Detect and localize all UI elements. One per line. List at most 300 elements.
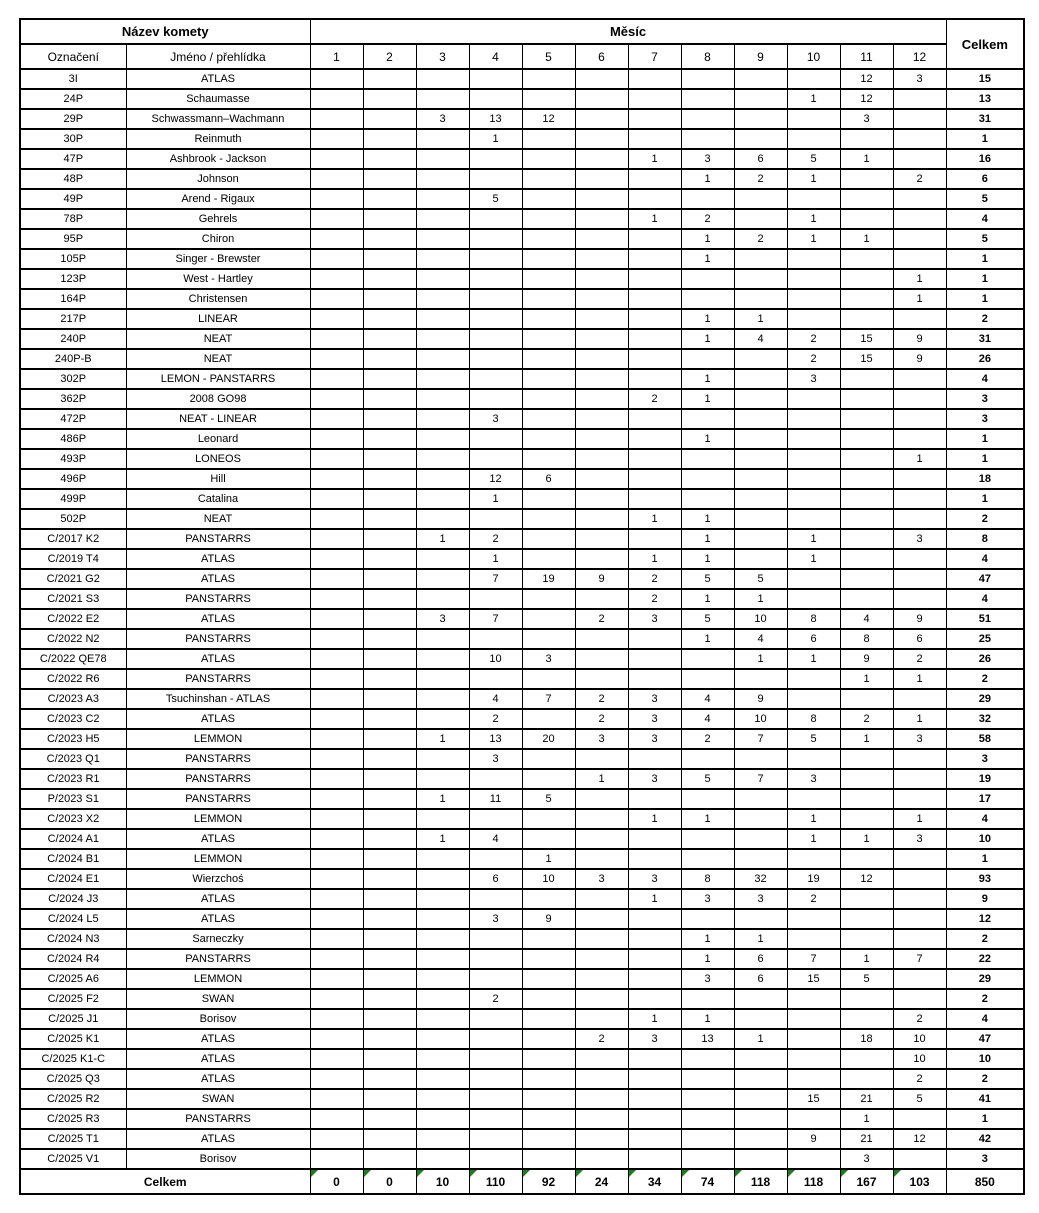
designation-cell: 47P [20,149,126,169]
month-value-cell: 1 [893,709,946,729]
month-value-cell [363,489,416,509]
month-value-cell: 15 [840,349,893,369]
table-row [20,669,1024,689]
month-value-cell [310,869,363,889]
row-total-cell: 47 [946,1029,1024,1049]
table-row [20,909,1024,929]
month-value-cell [575,1089,628,1109]
month-value-cell: 6 [522,469,575,489]
month-value-cell [628,469,681,489]
month-value-cell: 9 [734,689,787,709]
month-value-cell: 3 [628,689,681,709]
row-total-cell: 3 [946,389,1024,409]
month-value-cell [469,369,522,389]
row-total-cell: 1 [946,489,1024,509]
month-value-cell [416,709,469,729]
row-total-cell: 47 [946,569,1024,589]
month-value-cell [522,969,575,989]
month-value-cell [787,669,840,689]
table-row [20,209,1024,229]
month-value-cell [787,1069,840,1089]
month-value-cell: 4 [734,629,787,649]
month-value-cell [522,829,575,849]
month-value-cell [787,569,840,589]
month-value-cell [734,809,787,829]
month-value-cell [734,1109,787,1129]
month-value-cell [893,249,946,269]
comet-name-cell: Ashbrook - Jackson [126,149,310,169]
month-value-cell [416,249,469,269]
month-value-cell [734,549,787,569]
table-row [20,1129,1024,1149]
month-value-cell [575,929,628,949]
comet-name-cell: Schaumasse [126,89,310,109]
month-value-cell: 3 [840,109,893,129]
month-value-cell [310,789,363,809]
month-value-cell [522,149,575,169]
row-total-cell: 1 [946,449,1024,469]
month-value-cell: 5 [734,569,787,589]
month-value-cell [787,409,840,429]
month-value-cell [734,829,787,849]
row-total-cell: 1 [946,429,1024,449]
month-value-cell [575,149,628,169]
designation-cell: C/2024 J3 [20,889,126,909]
comet-name-cell: Hill [126,469,310,489]
header-total: Celkem [946,19,1024,69]
month-value-cell [734,749,787,769]
month-value-cell [469,149,522,169]
month-value-cell [734,369,787,389]
month-value-cell [522,1129,575,1149]
designation-cell: C/2025 J1 [20,1009,126,1029]
table-row [20,89,1024,109]
month-value-cell [840,249,893,269]
month-value-cell [310,1029,363,1049]
header-month-1: 1 [310,44,363,69]
month-value-cell [469,69,522,89]
month-value-cell [628,909,681,929]
designation-cell: C/2024 A1 [20,829,126,849]
designation-cell: 48P [20,169,126,189]
month-value-cell [363,769,416,789]
table-row [20,969,1024,989]
month-value-cell [416,329,469,349]
month-value-cell: 1 [522,849,575,869]
month-value-cell: 12 [522,109,575,129]
month-value-cell: 1 [416,529,469,549]
month-value-cell [840,209,893,229]
month-value-cell [575,989,628,1009]
month-value-cell [787,1049,840,1069]
month-value-cell [363,629,416,649]
month-value-cell [469,889,522,909]
month-value-cell [310,569,363,589]
table-row [20,589,1024,609]
header-month-11: 11 [840,44,893,69]
table-footer [20,1169,1024,1194]
month-value-cell [363,189,416,209]
row-total-cell: 4 [946,589,1024,609]
month-value-cell: 13 [681,1029,734,1049]
month-value-cell [363,469,416,489]
month-value-cell [522,669,575,689]
month-value-cell [628,409,681,429]
month-value-cell: 7 [734,769,787,789]
comet-name-cell: PANSTARRS [126,589,310,609]
month-value-cell [310,149,363,169]
month-value-cell [787,389,840,409]
month-value-cell [681,469,734,489]
month-value-cell [363,809,416,829]
month-value-cell [469,249,522,269]
month-value-cell [363,1009,416,1029]
designation-cell: 105P [20,249,126,269]
month-value-cell: 15 [840,329,893,349]
month-value-cell [363,529,416,549]
month-value-cell [734,269,787,289]
month-value-cell: 7 [522,689,575,709]
month-value-cell [522,69,575,89]
month-value-cell: 1 [787,649,840,669]
comet-name-cell: Catalina [126,489,310,509]
month-value-cell [681,129,734,149]
month-value-cell: 10 [469,649,522,669]
month-value-cell [681,349,734,369]
month-value-cell: 2 [893,1069,946,1089]
month-value-cell [363,929,416,949]
month-value-cell [681,69,734,89]
month-value-cell [681,669,734,689]
month-value-cell [310,849,363,869]
month-value-cell [893,1109,946,1129]
table-row [20,529,1024,549]
month-value-cell [787,1009,840,1029]
month-value-cell [893,509,946,529]
month-value-cell [681,1069,734,1089]
comet-name-cell: Gehrels [126,209,310,229]
month-value-cell: 1 [893,449,946,469]
month-value-cell [522,529,575,549]
designation-cell: C/2024 E1 [20,869,126,889]
month-value-cell [628,629,681,649]
month-value-cell [893,549,946,569]
month-value-cell [310,429,363,449]
month-value-cell [575,589,628,609]
month-value-cell [416,289,469,309]
month-value-cell: 1 [628,209,681,229]
month-value-cell [787,849,840,869]
month-value-cell [575,749,628,769]
month-value-cell: 10 [893,1029,946,1049]
designation-cell: C/2022 N2 [20,629,126,649]
month-value-cell [575,169,628,189]
month-value-cell [363,1049,416,1069]
totals-row [20,1169,1024,1194]
month-value-cell [734,349,787,369]
month-value-cell [734,1009,787,1029]
month-value-cell: 1 [416,729,469,749]
month-value-cell [363,509,416,529]
month-value-cell: 1 [575,769,628,789]
month-value-cell: 6 [734,949,787,969]
month-value-cell [363,949,416,969]
comet-observations-table [19,18,1025,1195]
month-value-cell: 12 [840,869,893,889]
table-row [20,1029,1024,1049]
table-row [20,449,1024,469]
month-value-cell [522,449,575,469]
month-value-cell [628,249,681,269]
table-row [20,749,1024,769]
month-value-cell: 9 [893,349,946,369]
month-value-cell [681,289,734,309]
month-value-cell: 5 [840,969,893,989]
month-value-cell [522,289,575,309]
month-value-cell: 1 [681,169,734,189]
month-value-cell: 7 [734,729,787,749]
table-row [20,889,1024,909]
month-value-cell [575,89,628,109]
month-value-cell [363,309,416,329]
designation-cell: 502P [20,509,126,529]
header-comet-name-group: Název komety [20,19,310,44]
month-value-cell [363,329,416,349]
row-total-cell: 15 [946,69,1024,89]
month-value-cell [628,129,681,149]
table-row [20,129,1024,149]
month-value-cell [363,589,416,609]
month-value-cell: 15 [787,969,840,989]
month-value-cell [522,1149,575,1169]
month-value-cell [416,549,469,569]
month-value-cell [310,1149,363,1169]
table-row [20,789,1024,809]
month-value-cell [522,509,575,529]
month-value-cell: 11 [469,789,522,809]
month-value-cell [469,349,522,369]
month-value-cell: 7 [469,569,522,589]
footer-month-total-cell: 0 [310,1169,363,1194]
month-value-cell [522,889,575,909]
month-value-cell [840,749,893,769]
month-value-cell: 1 [734,649,787,669]
month-value-cell [840,309,893,329]
table-row [20,769,1024,789]
month-value-cell [469,169,522,189]
month-value-cell [681,649,734,669]
month-value-cell: 9 [893,329,946,349]
month-value-cell [575,949,628,969]
row-total-cell: 4 [946,549,1024,569]
month-value-cell [310,1009,363,1029]
month-value-cell [310,549,363,569]
month-value-cell [840,489,893,509]
month-value-cell: 3 [787,769,840,789]
row-total-cell: 2 [946,509,1024,529]
month-value-cell [681,909,734,929]
month-value-cell [893,149,946,169]
comet-name-cell: PANSTARRS [126,529,310,549]
row-total-cell: 29 [946,969,1024,989]
month-value-cell [310,309,363,329]
month-value-cell [310,1049,363,1069]
month-value-cell [310,349,363,369]
month-value-cell [363,449,416,469]
month-value-cell [628,1109,681,1129]
month-value-cell: 3 [628,709,681,729]
month-value-cell [628,189,681,209]
month-value-cell: 4 [681,689,734,709]
month-value-cell [575,549,628,569]
month-value-cell: 13 [469,109,522,129]
month-value-cell [416,989,469,1009]
row-total-cell: 31 [946,329,1024,349]
month-value-cell [893,689,946,709]
designation-cell: C/2023 X2 [20,809,126,829]
designation-cell: C/2025 K1 [20,1029,126,1049]
month-value-cell [893,89,946,109]
month-value-cell: 5 [681,609,734,629]
month-value-cell: 1 [734,1029,787,1049]
month-value-cell [840,189,893,209]
row-total-cell: 26 [946,349,1024,369]
month-value-cell [575,969,628,989]
month-value-cell [363,649,416,669]
footer-month-total-cell: 118 [734,1169,787,1194]
month-value-cell [628,309,681,329]
header-designation: Označení [20,44,126,69]
designation-cell: C/2019 T4 [20,549,126,569]
month-value-cell [787,489,840,509]
month-value-cell [575,389,628,409]
month-value-cell [363,389,416,409]
month-value-cell: 1 [681,629,734,649]
row-total-cell: 4 [946,369,1024,389]
month-value-cell [628,969,681,989]
month-value-cell: 8 [787,709,840,729]
month-value-cell: 1 [840,729,893,749]
month-value-cell: 9 [893,609,946,629]
table-row [20,709,1024,729]
month-value-cell [416,869,469,889]
month-value-cell [628,1089,681,1109]
month-value-cell [522,489,575,509]
month-value-cell [310,229,363,249]
row-total-cell: 1 [946,249,1024,269]
table-row [20,309,1024,329]
month-value-cell [416,389,469,409]
month-value-cell [893,109,946,129]
month-value-cell [363,249,416,269]
month-value-cell [575,449,628,469]
month-value-cell [628,1049,681,1069]
month-value-cell [734,1129,787,1149]
month-value-cell [469,1129,522,1149]
month-value-cell [416,1049,469,1069]
comet-name-cell: Borisov [126,1009,310,1029]
month-value-cell [787,189,840,209]
month-value-cell [363,1089,416,1109]
designation-cell: C/2023 C2 [20,709,126,729]
month-value-cell: 3 [628,609,681,629]
header-month-12: 12 [893,44,946,69]
row-total-cell: 2 [946,989,1024,1009]
month-value-cell: 1 [734,589,787,609]
month-value-cell: 3 [787,369,840,389]
month-value-cell [416,69,469,89]
table-row [20,989,1024,1009]
month-value-cell [893,569,946,589]
comet-name-cell: Chiron [126,229,310,249]
designation-cell: C/2022 E2 [20,609,126,629]
month-value-cell [416,669,469,689]
month-value-cell [416,1109,469,1129]
month-value-cell [522,309,575,329]
month-value-cell [734,129,787,149]
row-total-cell: 3 [946,749,1024,769]
month-value-cell [628,109,681,129]
month-value-cell: 1 [734,929,787,949]
month-value-cell [734,789,787,809]
designation-cell: C/2024 R4 [20,949,126,969]
month-value-cell: 3 [734,889,787,909]
month-value-cell [628,369,681,389]
footer-month-total-cell: 103 [893,1169,946,1194]
month-value-cell [416,909,469,929]
month-value-cell [469,509,522,529]
month-value-cell [363,789,416,809]
month-value-cell [893,129,946,149]
month-value-cell [628,349,681,369]
month-value-cell [840,1069,893,1089]
designation-cell: 123P [20,269,126,289]
month-value-cell [469,809,522,829]
month-value-cell [310,1089,363,1109]
month-value-cell [840,449,893,469]
month-value-cell [310,249,363,269]
month-value-cell: 1 [787,209,840,229]
month-value-cell: 1 [681,309,734,329]
month-value-cell [628,849,681,869]
month-value-cell: 2 [469,709,522,729]
designation-cell: C/2025 V1 [20,1149,126,1169]
designation-cell: 499P [20,489,126,509]
comet-name-cell: ATLAS [126,1129,310,1149]
month-value-cell [522,989,575,1009]
comet-name-cell: Christensen [126,289,310,309]
month-value-cell [416,469,469,489]
month-value-cell: 19 [522,569,575,589]
month-value-cell: 1 [787,829,840,849]
row-total-cell: 32 [946,709,1024,729]
comet-name-cell: ATLAS [126,1049,310,1069]
month-value-cell: 2 [893,649,946,669]
month-value-cell [840,469,893,489]
month-value-cell [681,1149,734,1169]
month-value-cell: 1 [681,509,734,529]
table-row [20,1109,1024,1129]
designation-cell: C/2024 N3 [20,929,126,949]
table-row [20,369,1024,389]
comet-name-cell: PANSTARRS [126,949,310,969]
month-value-cell [628,229,681,249]
designation-cell: P/2023 S1 [20,789,126,809]
month-value-cell [734,669,787,689]
row-total-cell: 1 [946,289,1024,309]
month-value-cell [416,1029,469,1049]
month-value-cell [840,509,893,529]
